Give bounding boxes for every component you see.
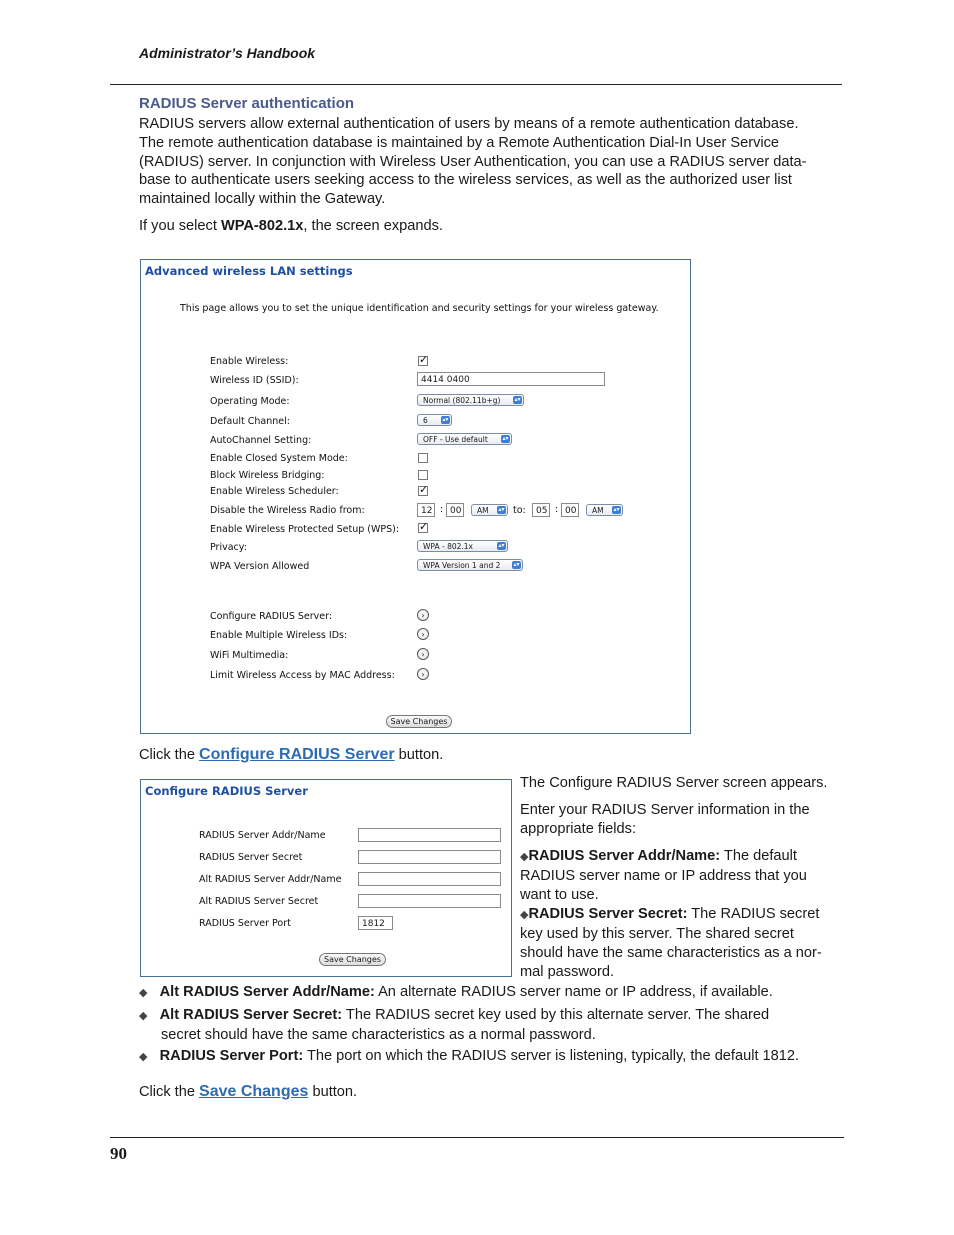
default-channel-select[interactable] (417, 414, 452, 426)
diamond-bullet-icon: ◆ (520, 909, 529, 921)
label-radius-secret: RADIUS Server Secret (199, 852, 303, 863)
wpa-version-select[interactable] (417, 559, 523, 571)
select-arrows-icon: ▴▾ (514, 396, 521, 403)
autochannel-select[interactable] (417, 433, 512, 445)
from-hour-input[interactable]: 12 (417, 503, 435, 517)
select-bold: WPA-802.1x (220, 218, 304, 234)
autochannel-value: OFF - Use default (423, 435, 488, 444)
side-bullet-text: RADIUS server name or IP address that you (520, 868, 807, 884)
radius-panel-title: Configure RADIUS Server (145, 784, 308, 798)
label-ssid: Wireless ID (SSID): (210, 375, 299, 386)
label-enable-wireless: Enable Wireless: (210, 356, 289, 367)
wps-checkbox[interactable] (418, 523, 428, 533)
label-limit-mac: Limit Wireless Access by MAC Address: (210, 670, 395, 681)
label-block-bridging: Block Wireless Bridging: (210, 470, 325, 481)
list-item (139, 983, 844, 1003)
wifi-multimedia-arrow-icon[interactable]: › (417, 648, 429, 660)
label-autochannel: AutoChannel Setting: (210, 435, 312, 446)
side-enter-line: appropriate fields: (520, 821, 637, 837)
wpa-version-value: WPA Version 1 and 2 (423, 561, 501, 570)
wlan-settings-panel (140, 259, 691, 734)
side-enter-line: Enter your RADIUS Server information in the (520, 802, 810, 818)
configure-radius-panel (140, 779, 512, 977)
label-default-channel: Default Channel: (210, 416, 290, 427)
privacy-value: WPA - 802.1x (423, 542, 473, 551)
select-prefix: If you select (139, 218, 221, 234)
side-bullet-text: want to use. (520, 887, 599, 903)
select-arrows-icon: ▴▾ (502, 435, 509, 442)
intro-paragraph (139, 115, 807, 209)
label-alt-radius-secret: Alt RADIUS Server Secret (199, 896, 319, 907)
intro-line: maintained locally within the Gateway. (139, 191, 386, 208)
side-enter (520, 801, 845, 839)
select-arrows-icon: ▴▾ (513, 561, 520, 568)
select-arrows-icon: ▴▾ (613, 506, 620, 513)
bullet-text: An alternate RADIUS server name or IP address, if available. (374, 984, 773, 1000)
limit-mac-arrow-icon[interactable]: › (417, 668, 429, 680)
to-ampm-value: AM (592, 506, 604, 515)
click-save-sentence (139, 1083, 357, 1102)
intro-line: RADIUS servers allow external authentication of users by means of a remote authentication database. (139, 116, 799, 132)
label-operating-mode: Operating Mode: (210, 396, 290, 407)
select-arrows-icon: ▴▾ (498, 506, 505, 513)
select-suffix: , the screen expands. (303, 218, 443, 234)
click-configure-sentence (139, 746, 443, 765)
click-configure-prefix: Click the (139, 747, 200, 763)
bullet-text: The RADIUS secret key used by this alternate server. The shared (342, 1007, 770, 1023)
bullet-bold: RADIUS Server Port: (159, 1048, 304, 1064)
bullet-text: The port on which the RADIUS server is listening, typically, the default 1812. (303, 1048, 800, 1064)
side-bullet-secret (520, 905, 845, 982)
save-changes-link[interactable]: Save Changes (199, 1083, 309, 1100)
header-rule (110, 84, 842, 85)
wlan-panel-description: This page allows you to set the unique identification and security settings for your wireless gateway. (180, 303, 659, 314)
bullet-bold: Alt RADIUS Server Secret: (159, 1007, 343, 1023)
label-radius-addr: RADIUS Server Addr/Name (199, 830, 326, 841)
side-bullet-text: key used by this server. The shared secret (520, 926, 794, 942)
diamond-bullet-icon: ◆ (139, 987, 148, 999)
page-header-title: Administrator’s Handbook (139, 45, 316, 61)
operating-mode-select[interactable] (417, 394, 524, 406)
footer-rule (110, 1137, 844, 1138)
wlan-panel-title: Advanced wireless LAN settings (145, 264, 353, 278)
side-bullet-text: The RADIUS secret (687, 906, 820, 922)
intro-line: (RADIUS) server. In conjunction with Wireless User Authentication, you can use a RADIUS server data- (139, 153, 807, 170)
click-save-suffix: button. (308, 1084, 358, 1100)
radius-secret-input[interactable] (358, 850, 501, 864)
side-bullet-text: The default (720, 848, 797, 864)
list-item (139, 1006, 844, 1045)
select-arrows-icon: ▴▾ (442, 416, 449, 423)
section-title: RADIUS Server authentication (139, 95, 355, 112)
block-bridging-checkbox[interactable] (418, 470, 428, 480)
configure-radius-arrow-icon[interactable]: › (417, 609, 429, 621)
select-arrows-icon: ▴▾ (498, 542, 505, 549)
bullet-text: secret should have the same characteristics as a normal password. (161, 1027, 596, 1043)
multiple-ids-arrow-icon[interactable]: › (417, 628, 429, 640)
label-disable-radio: Disable the Wireless Radio from: (210, 505, 365, 516)
label-closed-system: Enable Closed System Mode: (210, 453, 348, 464)
click-configure-suffix: button. (394, 747, 444, 763)
time-colon: : (440, 504, 444, 515)
intro-line: The remote authentication database is maintained by a Remote Authentication Dial-In User Service (139, 134, 780, 151)
radius-addr-input[interactable] (358, 828, 501, 842)
list-item (139, 1047, 844, 1067)
label-radius-port: RADIUS Server Port (199, 918, 291, 929)
radius-save-changes-button[interactable]: Save Changes (319, 953, 386, 966)
side-bullet-text: mal password. (520, 964, 615, 980)
radius-port-input[interactable]: 1812 (358, 916, 393, 930)
page-number: 90 (110, 1144, 127, 1163)
click-save-prefix: Click the (139, 1084, 200, 1100)
label-wpa-version: WPA Version Allowed (210, 561, 310, 572)
from-minute-input[interactable]: 00 (446, 503, 464, 517)
ssid-input[interactable]: 4414 0400 (417, 372, 605, 386)
to-label: to: (513, 505, 526, 516)
wlan-save-changes-button[interactable]: Save Changes (386, 715, 452, 728)
side-bullet-addr (520, 847, 845, 905)
side-text (520, 774, 845, 982)
default-channel-value: 6 (423, 416, 428, 425)
side-bullet-bold: RADIUS Server Addr/Name: (528, 848, 721, 864)
label-configure-radius: Configure RADIUS Server: (210, 611, 333, 622)
enable-wireless-checkbox[interactable] (418, 356, 428, 366)
privacy-select[interactable] (417, 540, 508, 552)
label-scheduler: Enable Wireless Scheduler: (210, 486, 339, 497)
side-bullet-bold: RADIUS Server Secret: (528, 906, 688, 922)
alt-radius-secret-input[interactable] (358, 894, 501, 908)
from-ampm-select[interactable] (471, 504, 508, 516)
bullet-bold: Alt RADIUS Server Addr/Name: (159, 984, 375, 1000)
alt-radius-addr-input[interactable] (358, 872, 501, 886)
to-minute-input[interactable]: 00 (561, 503, 579, 517)
time-colon: : (555, 504, 559, 515)
bullet-list (139, 983, 844, 1067)
closed-system-checkbox[interactable] (418, 453, 428, 463)
select-sentence (139, 217, 443, 236)
diamond-bullet-icon: ◆ (139, 1010, 148, 1022)
side-appears: The Configure RADIUS Server screen appears. (520, 775, 828, 791)
to-ampm-select[interactable] (586, 504, 623, 516)
label-alt-radius-addr: Alt RADIUS Server Addr/Name (199, 874, 342, 885)
side-bullet-text: should have the same characteristics as a nor- (520, 945, 822, 961)
to-hour-input[interactable]: 05 (532, 503, 550, 517)
operating-mode-value: Normal (802.11b+g) (423, 396, 501, 405)
label-wifi-multimedia: WiFi Multimedia: (210, 650, 289, 661)
scheduler-checkbox[interactable] (418, 486, 428, 496)
configure-radius-link[interactable]: Configure RADIUS Server (199, 746, 395, 763)
intro-line: base to authenticate users seeking access to the wireless services, as well as the authorized user list (139, 172, 792, 189)
diamond-bullet-icon: ◆ (139, 1051, 148, 1063)
label-multiple-ids: Enable Multiple Wireless IDs: (210, 630, 348, 641)
label-wps: Enable Wireless Protected Setup (WPS): (210, 524, 400, 535)
from-ampm-value: AM (477, 506, 489, 515)
label-privacy: Privacy: (210, 542, 247, 553)
diamond-bullet-icon: ◆ (520, 851, 529, 863)
